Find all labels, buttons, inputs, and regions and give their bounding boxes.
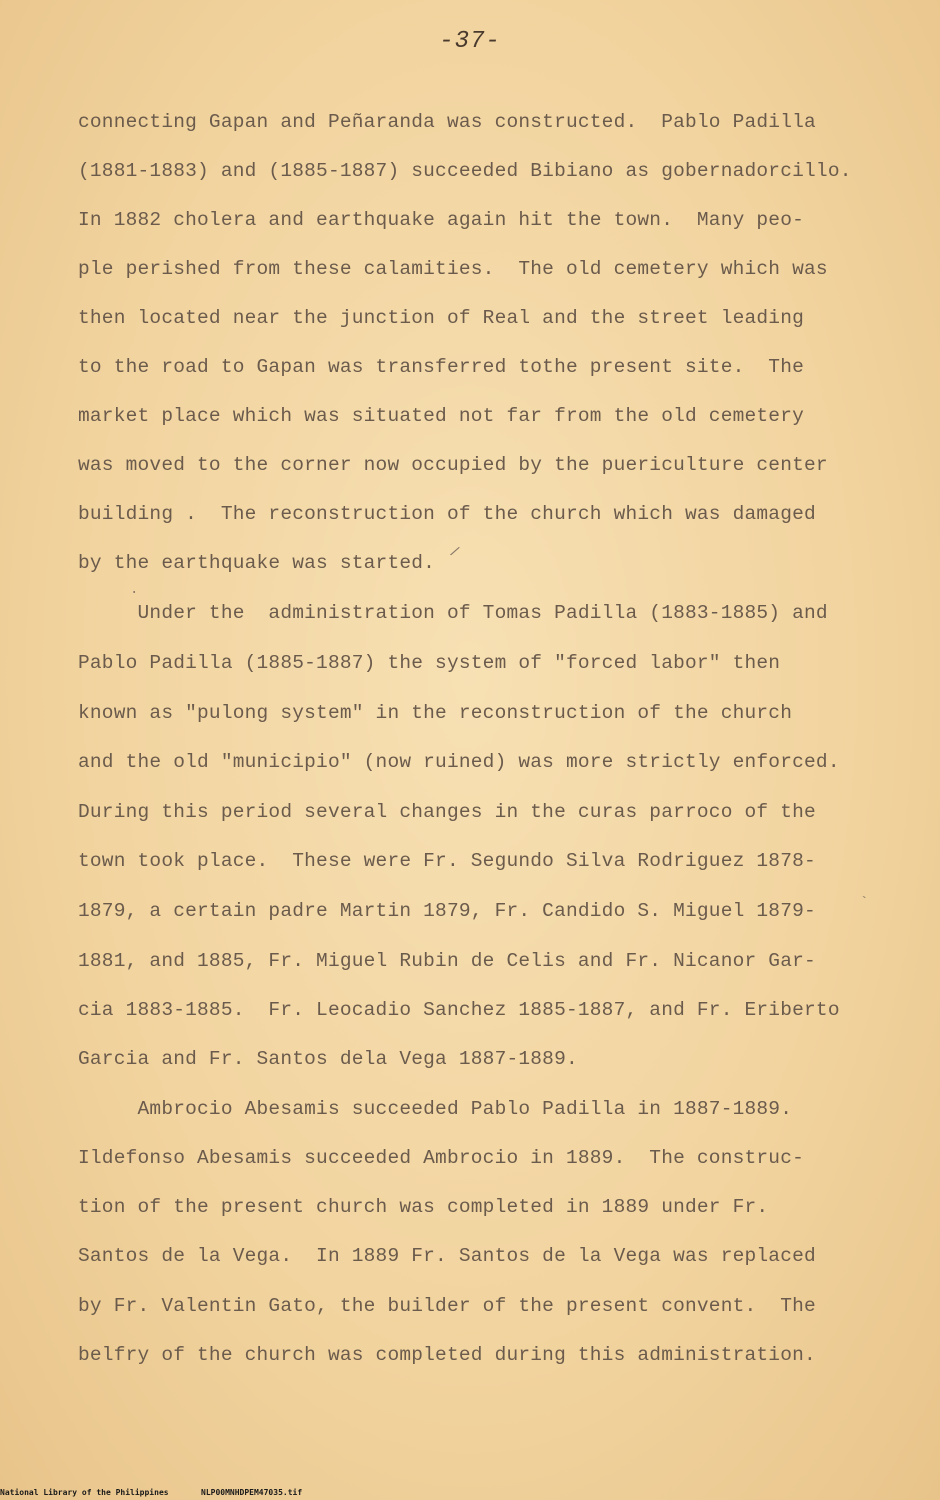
footer-filename: NLP00MNHDPEM47035.tif [201, 1488, 303, 1497]
text-line: In 1882 cholera and earthquake again hit the town. Many peo- [78, 209, 805, 231]
text-line: (1881-1883) and (1885-1887) succeeded Bibiano as gobernadorcillo. [78, 160, 852, 182]
text-line: and the old "municipio" (now ruined) was more strictly enforced. [78, 751, 840, 773]
stray-mark: ` [860, 895, 869, 911]
text-line: then located near the junction of Real and the street leading [78, 307, 805, 329]
text-line: by the earthquake was started. [78, 552, 436, 574]
text-line: ple perished from these calamities. The old cemetery which was [78, 258, 828, 280]
text-line: Ambrocio Abesamis succeeded Pablo Padilla in 1887-1889. [78, 1098, 793, 1120]
text-line: 1881, and 1885, Fr. Miguel Rubin de Celis and Fr. Nicanor Gar- [78, 950, 816, 972]
stray-mark: · [130, 585, 139, 601]
text-line: building . The reconstruction of the church which was damaged [78, 503, 816, 525]
scan-footer [0, 1488, 940, 1500]
text-line: cia 1883-1885. Fr. Leocadio Sanchez 1885-1887, and Fr. Eriberto [78, 999, 840, 1021]
footer-library: National Library of the Philippines [0, 1488, 169, 1497]
text-line: Santos de la Vega. In 1889 Fr. Santos de la Vega was replaced [78, 1245, 816, 1267]
text-line: belfry of the church was completed during this administration. [78, 1344, 816, 1366]
text-line: known as "pulong system" in the reconstruction of the church [78, 702, 793, 724]
page-number: -37- [439, 28, 501, 55]
text-line: connecting Gapan and Peñaranda was constructed. Pablo Padilla [78, 111, 816, 133]
text-line: tion of the present church was completed in 1889 under Fr. [78, 1196, 769, 1218]
text-line: by Fr. Valentin Gato, the builder of the present convent. The [78, 1295, 816, 1317]
text-line: Garcia and Fr. Santos dela Vega 1887-1889. [78, 1048, 578, 1070]
text-line: was moved to the corner now occupied by the puericulture center [78, 454, 828, 476]
text-line: Under the administration of Tomas Padilla (1883-1885) and [78, 602, 828, 624]
text-line: 1879, a certain padre Martin 1879, Fr. Candido S. Miguel 1879- [78, 900, 816, 922]
text-line: to the road to Gapan was transferred tothe present site. The [78, 356, 805, 378]
text-line: Ildefonso Abesamis succeeded Ambrocio in 1889. The construc- [78, 1147, 805, 1169]
text-line: market place which was situated not far from the old cemetery [78, 405, 805, 427]
text-line: Pablo Padilla (1885-1887) the system of "forced labor" then [78, 652, 781, 674]
text-line: During this period several changes in the curas parroco of the [78, 801, 816, 823]
text-line: town took place. These were Fr. Segundo Silva Rodriguez 1878- [78, 850, 816, 872]
stray-mark: / [447, 544, 461, 562]
